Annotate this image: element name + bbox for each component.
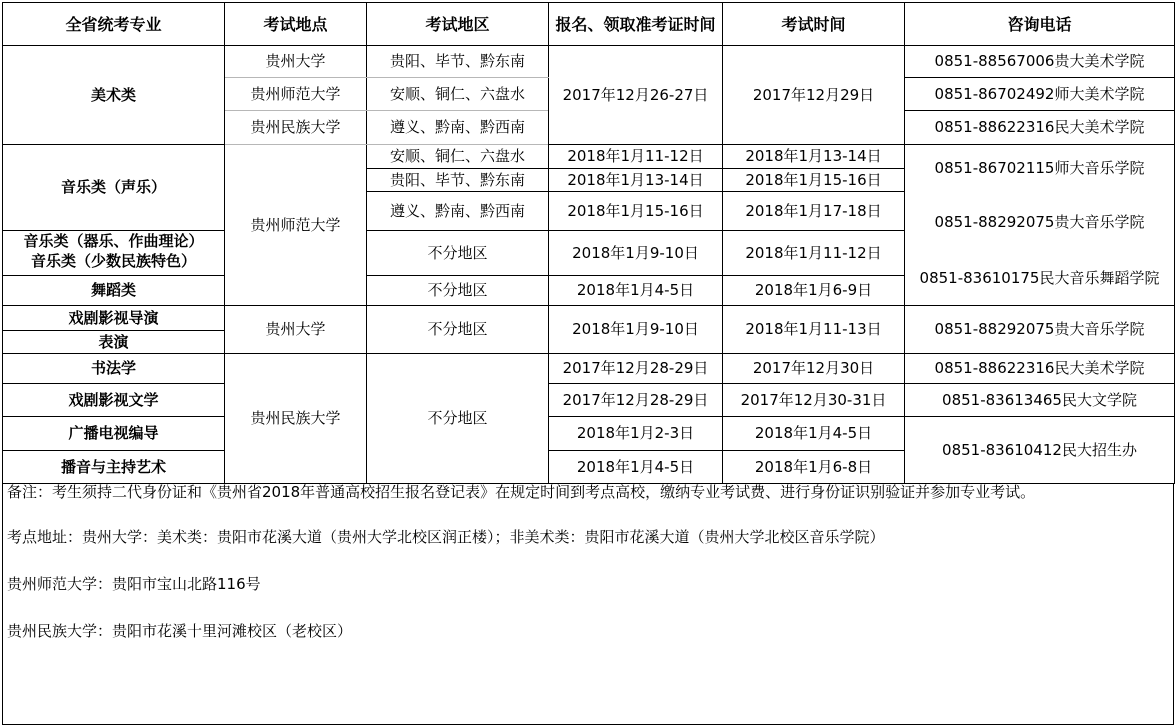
region-cell: 贵阳、毕节、黔东南	[367, 169, 549, 192]
phone-cell: 0851-83613465民大文学院	[905, 384, 1175, 417]
major-music-vocal: 音乐类（声乐）	[3, 145, 225, 231]
exam-time-cell: 2018年1月11-12日	[723, 231, 905, 276]
venue-cell: 贵州大学	[225, 306, 367, 354]
note-venue-address: 考点地址：贵州大学：美术类：贵阳市花溪大道（贵州大学北校区润正楼）；非美术类：贵阳市花溪大道（贵州大学北校区音乐学院）	[7, 528, 885, 546]
venue-cell: 贵州大学	[225, 46, 367, 78]
exam-time-cell: 2018年1月13-14日	[723, 145, 905, 169]
region-cell: 安顺、铜仁、六盘水	[367, 78, 549, 111]
phone-cell: 0851-86702115师大音乐学院	[905, 145, 1175, 192]
table-row	[3, 384, 1175, 417]
header-venue: 考试地点	[225, 3, 367, 46]
venue-cell: 贵州师范大学	[225, 145, 367, 306]
major-drama-literature: 戏剧影视文学	[3, 384, 225, 417]
phone-cell: 0851-86702492师大美术学院	[905, 78, 1175, 111]
phone-cell: 0851-88292075贵大音乐学院	[905, 192, 1175, 253]
notes-section	[2, 484, 1174, 725]
phone-cell: 0851-88567006贵大美术学院	[905, 46, 1175, 78]
region-cell: 不分地区	[367, 231, 549, 276]
table-row	[3, 354, 1175, 384]
region-cell: 遵义、黔南、黔西南	[367, 192, 549, 231]
header-exam-time: 考试时间	[723, 3, 905, 46]
note-gznu-address: 贵州师范大学：贵阳市宝山北路116号	[7, 575, 261, 593]
table-row	[3, 46, 1175, 78]
exam-schedule-sheet	[2, 2, 1174, 694]
header-phone: 咨询电话	[905, 3, 1175, 46]
header-major: 全省统考专业	[3, 3, 225, 46]
table-row	[3, 417, 1175, 451]
registration-time-cell: 2018年1月9-10日	[549, 231, 723, 276]
major-music-instrument: 音乐类（器乐、作曲理论）	[3, 231, 225, 253]
major-broadcast-hosting: 播音与主持艺术	[3, 451, 225, 484]
region-cell: 贵阳、毕节、黔东南	[367, 46, 549, 78]
registration-time-cell: 2018年1月11-12日	[549, 145, 723, 169]
phone-cell: 0851-88622316民大美术学院	[905, 354, 1175, 384]
registration-time-cell: 2018年1月4-5日	[549, 276, 723, 306]
phone-cell: 0851-88292075贵大音乐学院	[905, 306, 1175, 354]
major-calligraphy: 书法学	[3, 354, 225, 384]
major-art: 美术类	[3, 46, 225, 145]
major-acting: 表演	[3, 331, 225, 354]
registration-time-cell: 2018年1月4-5日	[549, 451, 723, 484]
header-row	[3, 3, 1175, 46]
registration-time-cell: 2018年1月2-3日	[549, 417, 723, 451]
exam-time-cell: 2017年12月29日	[723, 46, 905, 145]
major-dance: 舞蹈类	[3, 276, 225, 306]
region-cell: 安顺、铜仁、六盘水	[367, 145, 549, 169]
region-cell: 不分地区	[367, 306, 549, 354]
header-region: 考试地区	[367, 3, 549, 46]
phone-cell: 0851-83610175民大音乐舞蹈学院	[905, 253, 1175, 306]
exam-time-cell: 2017年12月30-31日	[723, 384, 905, 417]
note-gzmu-address: 贵州民族大学：贵阳市花溪十里河滩校区（老校区）	[7, 622, 353, 640]
exam-time-cell: 2018年1月11-13日	[723, 306, 905, 354]
venue-cell: 贵州民族大学	[225, 111, 367, 145]
registration-time-cell: 2017年12月28-29日	[549, 354, 723, 384]
registration-time-cell: 2017年12月28-29日	[549, 384, 723, 417]
exam-time-cell: 2018年1月6-9日	[723, 276, 905, 306]
exam-time-cell: 2018年1月15-16日	[723, 169, 905, 192]
phone-cell: 0851-88622316民大美术学院	[905, 111, 1175, 145]
exam-time-cell: 2018年1月6-8日	[723, 451, 905, 484]
registration-time-cell: 2018年1月9-10日	[549, 306, 723, 354]
exam-time-cell: 2017年12月30日	[723, 354, 905, 384]
exam-schedule-table	[2, 2, 1175, 484]
region-cell: 不分地区	[367, 276, 549, 306]
major-music-ethnic: 音乐类（少数民族特色）	[3, 253, 225, 276]
header-registration-time: 报名、领取准考证时间	[549, 3, 723, 46]
registration-time-cell: 2017年12月26-27日	[549, 46, 723, 145]
venue-cell: 贵州民族大学	[225, 354, 367, 484]
table-row	[3, 306, 1175, 331]
phone-cell: 0851-83610412民大招生办	[905, 417, 1175, 484]
exam-time-cell: 2018年1月17-18日	[723, 192, 905, 231]
registration-time-cell: 2018年1月15-16日	[549, 192, 723, 231]
table-row	[3, 145, 1175, 169]
major-broadcast-directing: 广播电视编导	[3, 417, 225, 451]
region-cell: 遵义、黔南、黔西南	[367, 111, 549, 145]
venue-cell: 贵州师范大学	[225, 78, 367, 111]
note-remark: 备注：考生须持二代身份证和《贵州省2018年普通高校招生报名登记表》在规定时间到考点高校，缴纳专业考试费、进行身份证识别验证并参加专业考试。	[7, 483, 1036, 501]
major-drama-directing: 戏剧影视导演	[3, 306, 225, 331]
registration-time-cell: 2018年1月13-14日	[549, 169, 723, 192]
region-cell: 不分地区	[367, 354, 549, 484]
exam-time-cell: 2018年1月4-5日	[723, 417, 905, 451]
